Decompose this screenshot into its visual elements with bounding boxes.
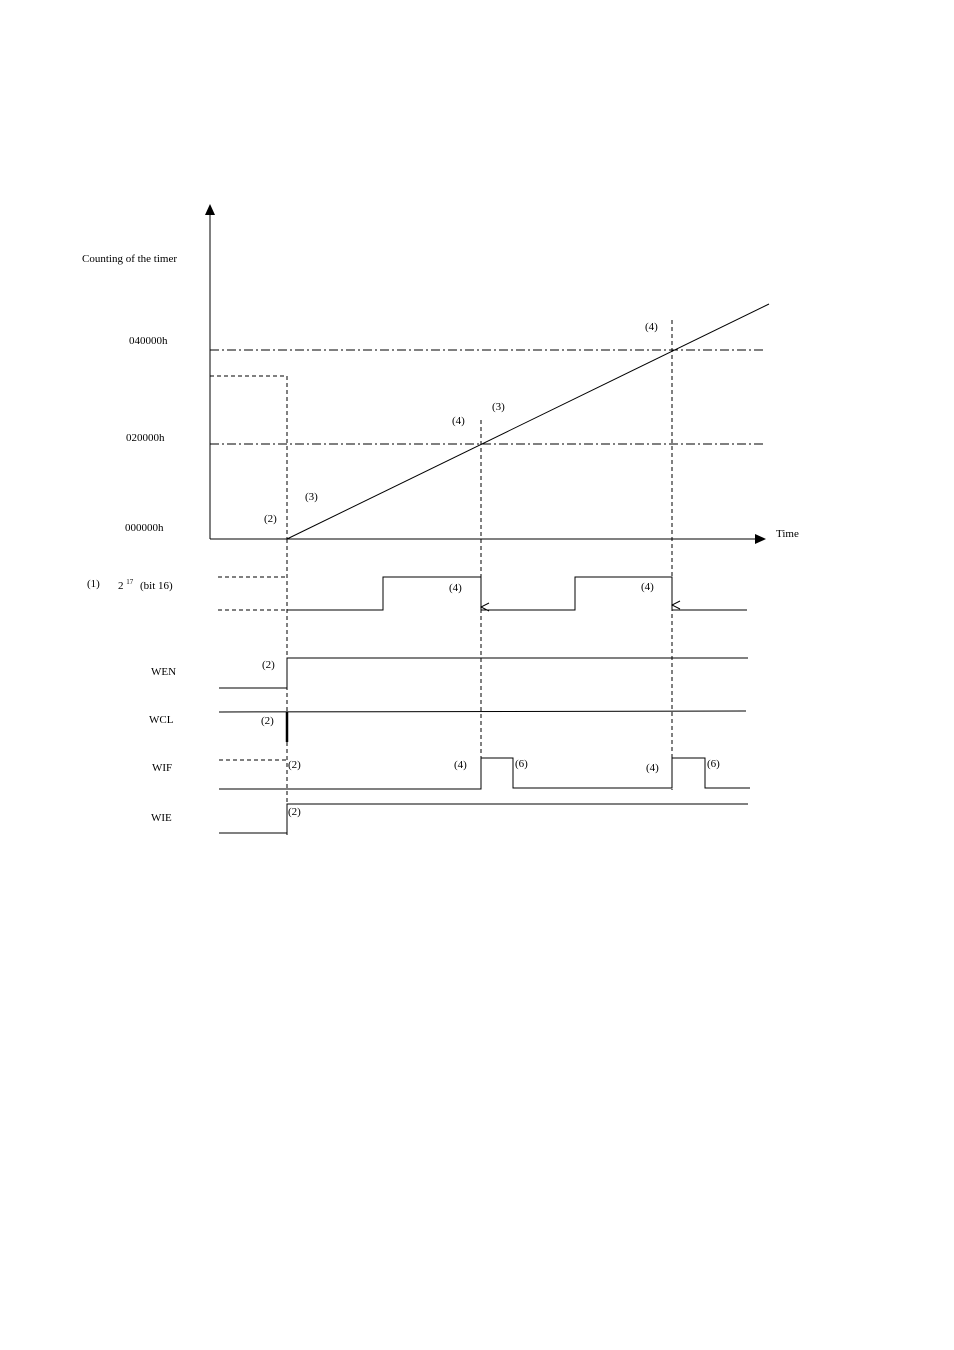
marker-wen: (2) [262,659,275,671]
marker-ramp-b: (3) [492,401,505,413]
marker-overflow-2: (4) [645,321,658,333]
wen-label: WEN [151,666,177,678]
wie-label: WIE [151,812,172,824]
y-axis-arrow-icon [205,204,215,215]
wcl-label: WCL [149,714,174,726]
marker-wif-clear-1: (6) [515,758,528,770]
marker-ramp-a: (3) [305,491,318,503]
bit16-label [118,575,173,592]
marker-wif-clear-2: (6) [707,758,720,770]
counter-ramp-line [287,304,769,539]
axes [205,204,766,544]
wcl-waveform [219,711,746,712]
marker-wif-start: (2) [288,759,301,771]
x-axis-label: Time [776,528,799,540]
wif-label: WIF [152,762,173,774]
marker-bit16-fall-2: (4) [641,581,654,593]
wen-waveform [219,658,748,688]
marker-start-ramp: (2) [264,513,277,525]
bit16-suffix: (bit 16) [140,580,173,592]
marker-wie: (2) [288,806,301,818]
marker-bit16-fall-1: (4) [449,582,462,594]
bit16-exponent: 17 [126,578,134,586]
bit16-base: 2 [118,580,124,592]
bit16-waveform [287,577,747,610]
bit16-index-label: (1) [87,578,100,590]
level-label-040000h: 040000h [129,335,168,347]
x-axis-arrow-icon [755,534,766,544]
level-label-000000h: 000000h [125,522,164,534]
marker-overflow-1: (4) [452,415,465,427]
marker-wcl: (2) [261,715,274,727]
marker-wif-set-2: (4) [646,762,659,774]
marker-wif-set-1: (4) [454,759,467,771]
level-label-020000h: 020000h [126,432,165,444]
y-axis-label: Counting of the timer [82,253,178,265]
